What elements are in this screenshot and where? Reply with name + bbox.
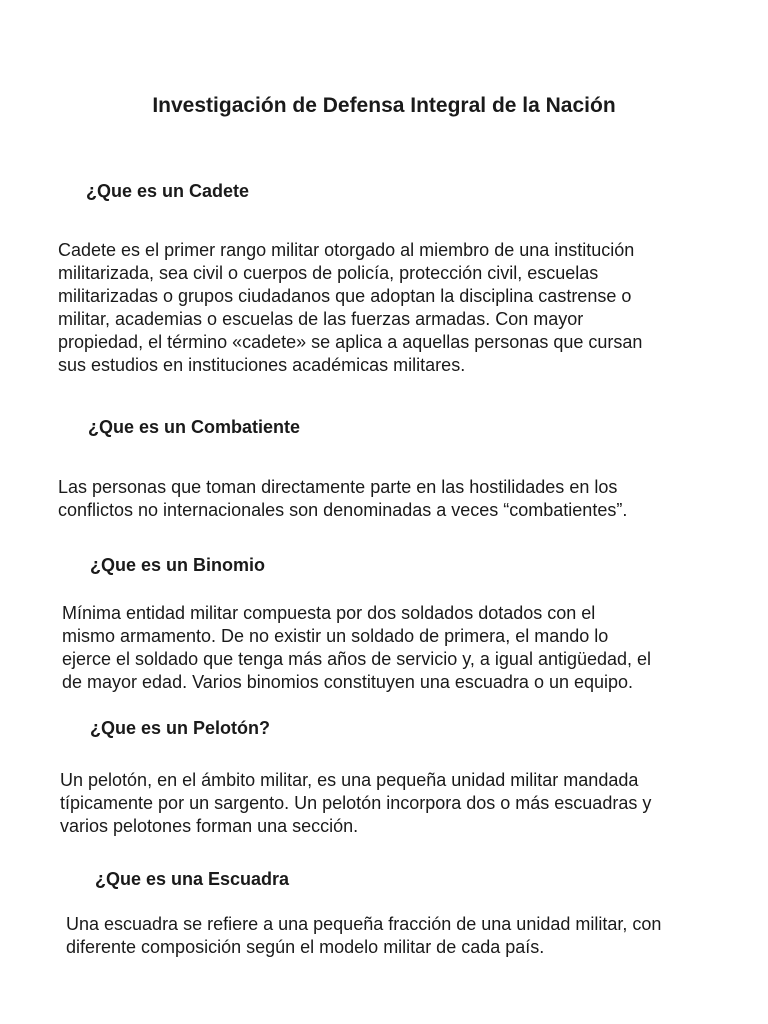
text-line: propiedad, el término «cadete» se aplica a aquellas personas que cursan [58,332,643,352]
text-line: diferente composición según el modelo militar de cada país. [66,937,545,957]
text-line: de mayor edad. Varios binomios constituyen una escuadra o un equipo. [62,672,634,692]
section-text-binomio [62,602,651,694]
section-text-cadete [58,239,642,377]
text-line: militarizadas o grupos ciudadanos que adoptan la disciplina castrense o [58,286,632,306]
section-text-combatiente [58,476,627,522]
text-line: varios pelotones forman una sección. [60,816,359,836]
text-line: mismo armamento. De no existir un soldado de primera, el mando lo [62,626,609,646]
text-line: militar, academias o escuelas de las fuerzas armadas. Con mayor [58,309,584,329]
text-line: Un pelotón, en el ámbito militar, es una pequeña unidad militar mandada [60,770,639,790]
text-line: Las personas que toman directamente parte en las hostilidades en los [58,477,618,497]
text-line: típicamente por un sargento. Un pelotón incorpora dos o más escuadras y [60,793,652,813]
section-heading-escuadra: ¿Que es una Escuadra [95,869,290,889]
text-line: militarizada, sea civil o cuerpos de policía, protección civil, escuelas [58,263,599,283]
text-line: ejerce el soldado que tenga más años de servicio y, a igual antigüedad, el [62,649,652,669]
text-line: Una escuadra se refiere a una pequeña fracción de una unidad militar, con [66,914,662,934]
section-text-peloton [60,769,651,838]
section-heading-combatiente: ¿Que es un Combatiente [88,417,301,437]
section-heading-cadete: ¿Que es un Cadete [86,181,250,201]
text-line: Mínima entidad militar compuesta por dos soldados dotados con el [62,603,596,623]
text-line: Cadete es el primer rango militar otorgado al miembro de una institución [58,240,635,260]
text-line: conflictos no internacionales son denominadas a veces “combatientes”. [58,500,628,520]
text-line: sus estudios en instituciones académicas militares. [58,355,466,375]
section-heading-binomio: ¿Que es un Binomio [90,555,266,575]
section-heading-peloton: ¿Que es un Pelotón? [90,718,271,738]
page-title: Investigación de Defensa Integral de la Nación [152,94,616,117]
section-text-escuadra [66,913,661,959]
